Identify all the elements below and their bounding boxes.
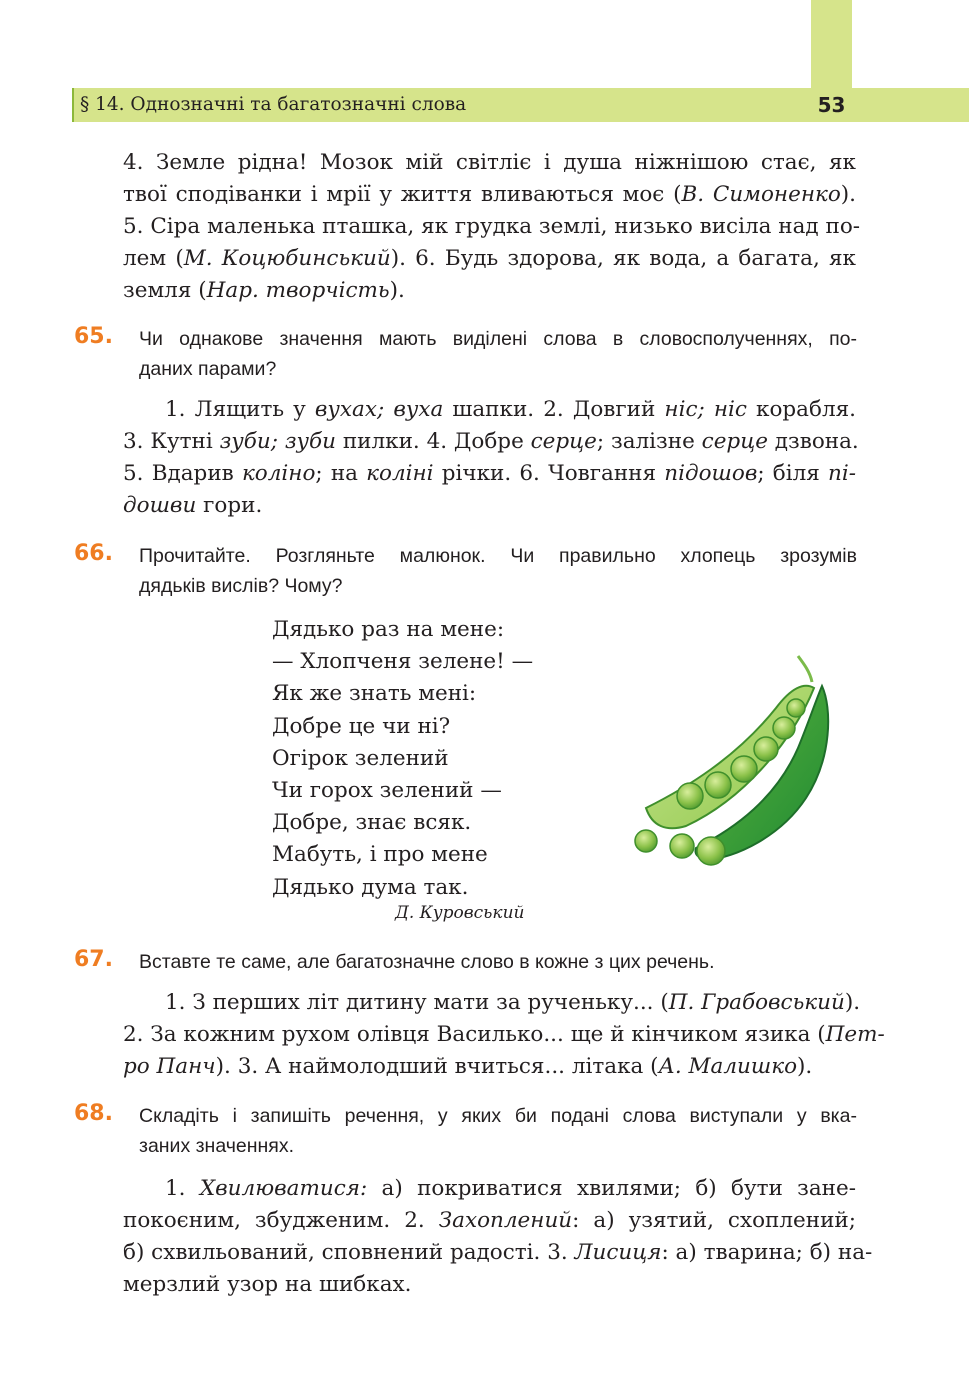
page-number: 53 — [817, 93, 846, 117]
text-line: 1. З перших літ дитину мати за рученьку... (П. Грабовський). — [165, 990, 861, 1015]
text-line: ро Панч). 3. А наймолодший вчиться... літака (А. Малишко). — [123, 1054, 813, 1079]
text-line: 5. Сіра маленька пташка, як грудка землі, низько висіла над по- — [123, 214, 861, 239]
exercise-number-67: 67. — [74, 947, 113, 972]
text-line: 1. Лящить у вухах; вуха шапки. 2. Довгий ніс; ніс корабля. — [165, 397, 856, 422]
task-line: Складіть і запишіть речення, у яких би подані слова виступали у вка- — [139, 1105, 857, 1127]
task-line: Вставте те саме, але багатозначне слово в кожне з цих речень. — [139, 951, 715, 973]
pea-pod-icon — [626, 648, 836, 872]
task-line: заних значеннях. — [139, 1135, 295, 1157]
text-line: 2. За кожним рухом олівця Василько... ще й кінчиком язика (Пет- — [123, 1022, 885, 1047]
exercise-68-task — [139, 1101, 857, 1161]
page-tab-decoration — [811, 0, 852, 88]
text-line: лем (М. Коцюбинський). 6. Будь здорова, як вода, а багата, як — [123, 246, 856, 271]
text-line: твої сподіванки і мрії у життя вливаються моє (В. Симоненко). — [123, 182, 856, 207]
poem-line: Чи горох зелений — — [272, 777, 502, 803]
exercise-number-66: 66. — [74, 541, 113, 566]
exercise-65-task — [139, 324, 857, 384]
exercise-number-68: 68. — [74, 1101, 113, 1126]
task-line: Прочитайте. Розгляньте малюнок. Чи правильно хлопець зрозумів — [139, 545, 857, 567]
poem-line: Дядько раз на мене: — [272, 617, 505, 642]
poem-line: Мабуть, і про мене — [272, 842, 488, 868]
poem-line: Як же знать мені: — [272, 681, 477, 707]
poem-line: — Хлопченя зелене! — — [272, 649, 534, 675]
task-line: дядьків вислів? Чому? — [139, 575, 343, 597]
poem-line: Добре це чи ні? — [272, 713, 451, 739]
poem-line: Добре, знає всяк. — [272, 810, 472, 836]
text-line: 3. Кутні зуби; зуби пилки. 4. Добре серце; залізне серце дзвона. — [123, 429, 859, 454]
text-line: покоєним, збудженим. 2. Захоплений: а) узятий, схоплений; — [123, 1208, 856, 1233]
text-line: 1. Хвилюватися: а) покриватися хвилями; б) бути зане- — [165, 1176, 856, 1201]
poem-line: Дядько дума так. — [272, 874, 469, 900]
text-line: 5. Вдарив коліно; на коліні річки. 6. Човгання підошов; біля пі- — [123, 461, 857, 486]
text-line: земля (Нар. творчість). — [123, 278, 405, 303]
text-line: 4. Земле рідна! Мозок мій світліє і душа ніжнішою стає, як — [123, 150, 856, 175]
exercise-68-text — [123, 1173, 873, 1301]
section-title: § 14. Однозначні та багатозначні слова — [80, 94, 467, 115]
poem-author: Д. Куровський — [395, 903, 525, 923]
task-line: Чи однакове значення мають виділені слова в словосполученнях, по- — [139, 328, 857, 350]
exercise-number-65: 65. — [74, 324, 113, 349]
intro-paragraph — [123, 147, 861, 307]
poem-line: Огірок зелений — [272, 745, 449, 771]
text-line: б) схвильований, сповнений радості. 3. Лисиця: а) тварина; б) на- — [123, 1240, 873, 1265]
task-line: даних парами? — [139, 358, 277, 380]
text-line: мерзлий узор на шибках. — [123, 1272, 412, 1297]
text-line: дошви гори. — [123, 493, 263, 518]
poem — [272, 614, 533, 904]
exercise-66-task — [139, 541, 857, 601]
exercise-67-text — [123, 987, 885, 1083]
exercise-67-task — [139, 947, 857, 977]
exercise-65-text — [123, 394, 859, 522]
